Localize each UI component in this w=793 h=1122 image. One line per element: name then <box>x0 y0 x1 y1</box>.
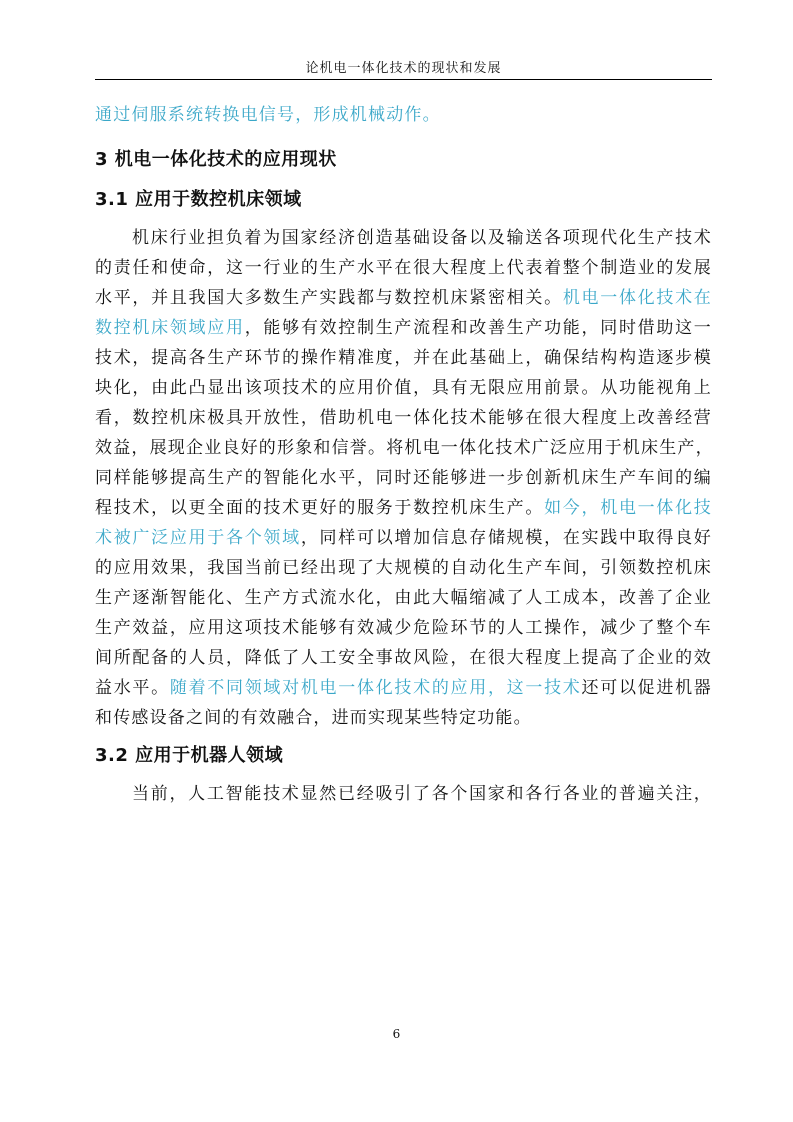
text-line: 间所配备的人员，降低了人工安全事故风险，在很大程度上提高了企业的效 <box>95 648 712 668</box>
page-body <box>95 100 712 809</box>
highlighted-text: 随着不同领域对机电一体化技术的应用，这一技术 <box>169 678 582 698</box>
text-span: ，同样可以增加信息存储规模，在实践中取得良好 <box>300 528 712 548</box>
text-span: ，能够有效控制生产流程和改善生产功能，同时借助这一 <box>244 318 712 338</box>
text-span: 益水平。 <box>95 678 170 698</box>
page-number: 6 <box>392 1027 401 1041</box>
highlighted-text: 术被广泛应用于各个领域 <box>95 528 301 548</box>
text-line <box>95 493 712 523</box>
text-line <box>95 283 712 313</box>
section-heading-3: 3 机电一体化技术的应用现状 <box>95 149 337 170</box>
running-header: 论机电一体化技术的现状和发展 <box>305 61 502 76</box>
section-heading-3-1: 3.1 应用于数控机床领域 <box>95 189 302 210</box>
text-line <box>95 523 712 553</box>
text-line: 的责任和使命，这一行业的生产水平在很大程度上代表着整个制造业的发展 <box>95 258 712 278</box>
text-line: 同样能够提高生产的智能化水平，同时还能够进一步创新机床生产车间的编 <box>95 468 712 488</box>
text-line: 生产逐渐智能化、生产方式流水化，由此大幅缩减了人工成本，改善了企业 <box>95 588 712 608</box>
text-line: 通过伺服系统转换电信号，形成机械动作。 <box>95 105 441 125</box>
text-line: 和传感设备之间的有效融合，进而实现某些特定功能。 <box>95 708 532 728</box>
paragraph-cnc <box>95 223 712 733</box>
highlighted-text: 数控机床领域应用 <box>95 318 245 338</box>
text-line: 机床行业担负着为国家经济创造基础设备以及输送各项现代化生产技术 <box>132 228 712 248</box>
text-span: 水平，并且我国大多数生产实践都与数控机床紧密相关。 <box>95 288 563 308</box>
text-line: 生产效益，应用这项技术能够有效减少危险环节的人工操作，减少了整个车 <box>95 618 712 638</box>
section-heading-3-2: 3.2 应用于机器人领域 <box>95 745 284 766</box>
text-line: 当前，人工智能技术显然已经吸引了各个国家和各行各业的普遍关注， <box>132 784 712 804</box>
header-rule <box>95 79 712 80</box>
text-line: 效益，展现企业良好的形象和信誉。将机电一体化技术广泛应用于机床生产， <box>95 438 714 458</box>
text-line: 块化，由此凸显出该项技术的应用价值，具有无限应用前景。从功能视角上 <box>95 378 712 398</box>
text-line: 技术，提高各生产环节的操作精准度，并在此基础上，确保结构构造逐步模 <box>95 348 712 368</box>
highlighted-text: 如今，机电一体化技 <box>544 498 712 518</box>
text-span: 程技术，以更全面的技术更好的服务于数控机床生产。 <box>95 498 545 518</box>
text-span: 还可以促进机器 <box>581 678 713 698</box>
text-line <box>95 673 712 703</box>
highlighted-text: 机电一体化技术在 <box>562 288 712 308</box>
text-line: 看，数控机床极具开放性，借助机电一体化技术能够在很大程度上改善经营 <box>95 408 712 428</box>
text-line <box>95 313 712 343</box>
text-line: 的应用效果，我国当前已经出现了大规模的自动化生产车间，引领数控机床 <box>95 558 712 578</box>
